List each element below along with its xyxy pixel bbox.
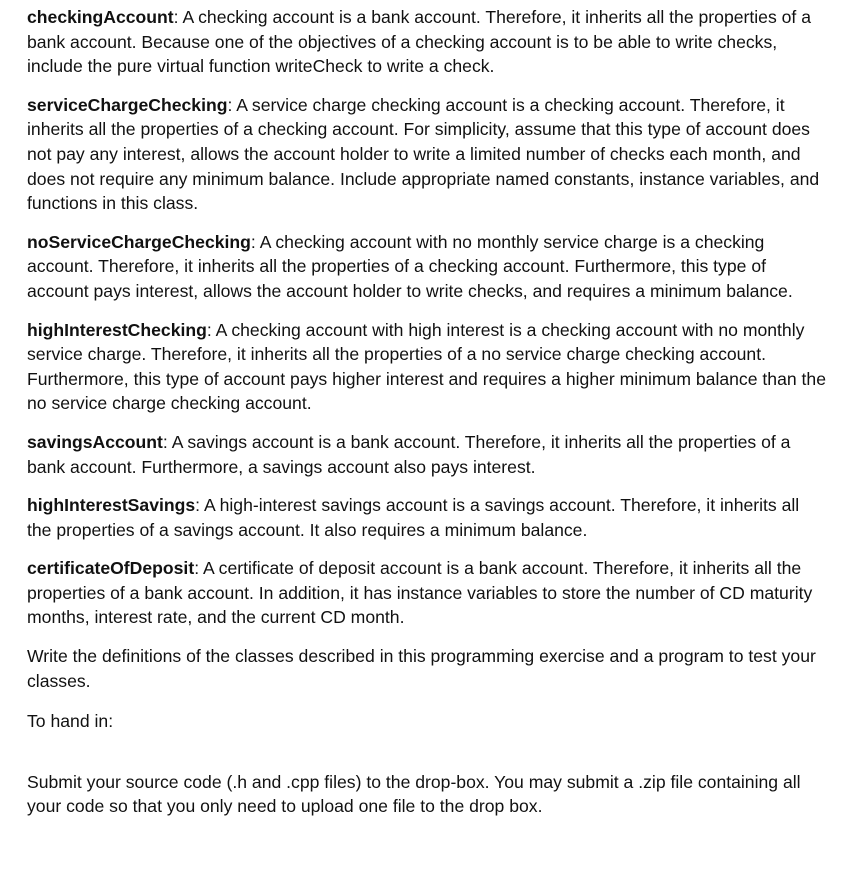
- hand-in-paragraph: Submit your source code (.h and .cpp files) to the drop-box. You may submit a .zip file containing all your code so that you only need to upload one file to the drop box.: [27, 771, 801, 817]
- class-description-serviceChargeChecking: [27, 93, 827, 216]
- class-name: noServiceChargeChecking: [27, 231, 251, 252]
- hand-in-heading: To hand in:: [27, 711, 114, 732]
- class-description-text: : A checking account is a bank account. Therefore, it inherits all the properties of a bank account. Because one of the objectives of a checking account is to be able to write checks, include the pure virtual function writeCheck to write a check.: [27, 7, 811, 77]
- class-description-highInterestChecking: [27, 318, 827, 416]
- instructions-paragraph: Write the definitions of the classes described in this programming exercise and a program to test your classes.: [27, 646, 816, 691]
- class-description-checkingAccount: [27, 5, 827, 79]
- class-description-text: : A service charge checking account is a checking account. Therefore, it inherits all the properties of a checking account. For simplicity, assume that this type of account does not pay any interest, allows the account holder to write a limited number of checks each month, and does not require any minimum balance. Include appropriate named constants, instance variables, and functions in this class.: [27, 94, 820, 214]
- class-description-noServiceChargeChecking: [27, 230, 827, 304]
- class-description-text: : A savings account is a bank account. Therefore, it inherits all the properties of a bank account. Furthermore, a savings account also pays interest.: [27, 431, 791, 477]
- class-name: highInterestSavings: [27, 495, 196, 516]
- class-description-text: : A certificate of deposit account is a bank account. Therefore, it inherits all the properties of a bank account. In addition, it has instance variables to store the number of CD maturity months, interest rate, and the current CD month.: [27, 558, 813, 628]
- class-description-certificateOfDeposit: [27, 556, 827, 630]
- class-name: checkingAccount: [27, 7, 174, 27]
- class-description-highInterestSavings: [27, 493, 827, 542]
- class-name: highInterestChecking: [27, 319, 207, 340]
- class-name: serviceChargeChecking: [27, 94, 228, 115]
- class-description-text: : A high-interest savings account is a savings account. Therefore, it inherits all the properties of a savings account. It also requires a minimum balance.: [27, 495, 800, 540]
- class-description-text: : A checking account with high interest is a checking account with no monthly service charge. Therefore, it inherits all the properties of a no service charge checking account. Furthermore, this type of account pays higher interest and requires a higher minimum balance than the no service charge checking account.: [27, 319, 826, 414]
- class-name: savingsAccount: [27, 431, 163, 452]
- class-description-text: : A checking account with no monthly service charge is a checking account. Therefore, it inherits all the properties of a checking account. Furthermore, this type of account pays interest, allows the account holder to write checks, and requires a minimum balance.: [27, 231, 793, 301]
- document-body: [27, 5, 827, 833]
- class-name: certificateOfDeposit: [27, 558, 195, 579]
- class-description-savingsAccount: [27, 430, 827, 479]
